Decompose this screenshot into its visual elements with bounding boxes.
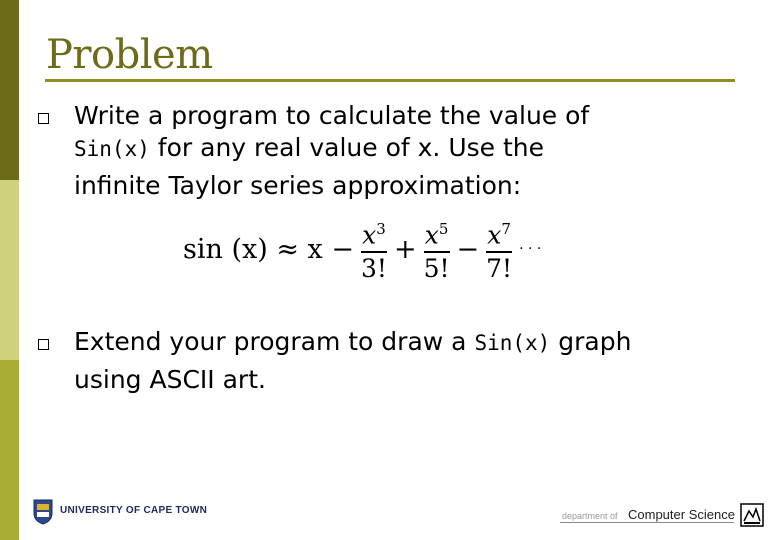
university-name: UNIVERSITY OF CAPE TOWN (60, 505, 208, 516)
bullet-2-text-2: using ASCII art. (74, 365, 266, 394)
bullet-2-line-2 (74, 361, 266, 398)
code-sin-x: Sin(x) (74, 137, 150, 161)
title-divider (45, 79, 735, 82)
side-strip-middle (0, 180, 19, 360)
formula-lhs: sin (x) ≈ x − (183, 233, 354, 265)
bullet-2-text: Extend your program to draw a (74, 327, 475, 356)
formula-ellipsis: · · · (519, 241, 542, 258)
bullet-1-line-3 (74, 167, 521, 204)
computer-science-label: Computer Science (628, 507, 735, 522)
formula-op-2: − (456, 233, 480, 265)
side-strip-bottom (0, 360, 19, 540)
bullet-1-text: Write a program to calculate the value of (74, 101, 590, 130)
slide-title: Problem (46, 32, 213, 78)
department-logo-icon (740, 503, 764, 527)
formula-term-1: $\frac{x^3}{3!}$ (360, 220, 387, 284)
bullet-icon (38, 113, 49, 124)
bullet-1-text-2: for any real value of x. Use the (149, 133, 544, 162)
bullet-2-line-1 (74, 323, 631, 362)
side-strip-top (0, 0, 19, 180)
code-sin-x: Sin(x) (474, 331, 551, 355)
formula-term-3: $\frac{x^7}{7!}$ (486, 220, 513, 284)
taylor-formula (183, 213, 541, 285)
footer-divider (560, 522, 734, 523)
uct-crest-icon (33, 499, 53, 525)
bullet-2-text-after: graph (550, 327, 632, 356)
department-of-label: department of (562, 511, 618, 521)
bullet-1-text-3: infinite Taylor series approximation: (74, 171, 522, 200)
formula-term-2: $\frac{x^5}{5!}$ (423, 220, 450, 284)
bullet-1-line-2 (74, 129, 544, 168)
formula-op-1: + (393, 233, 417, 265)
bullet-icon (38, 339, 49, 350)
